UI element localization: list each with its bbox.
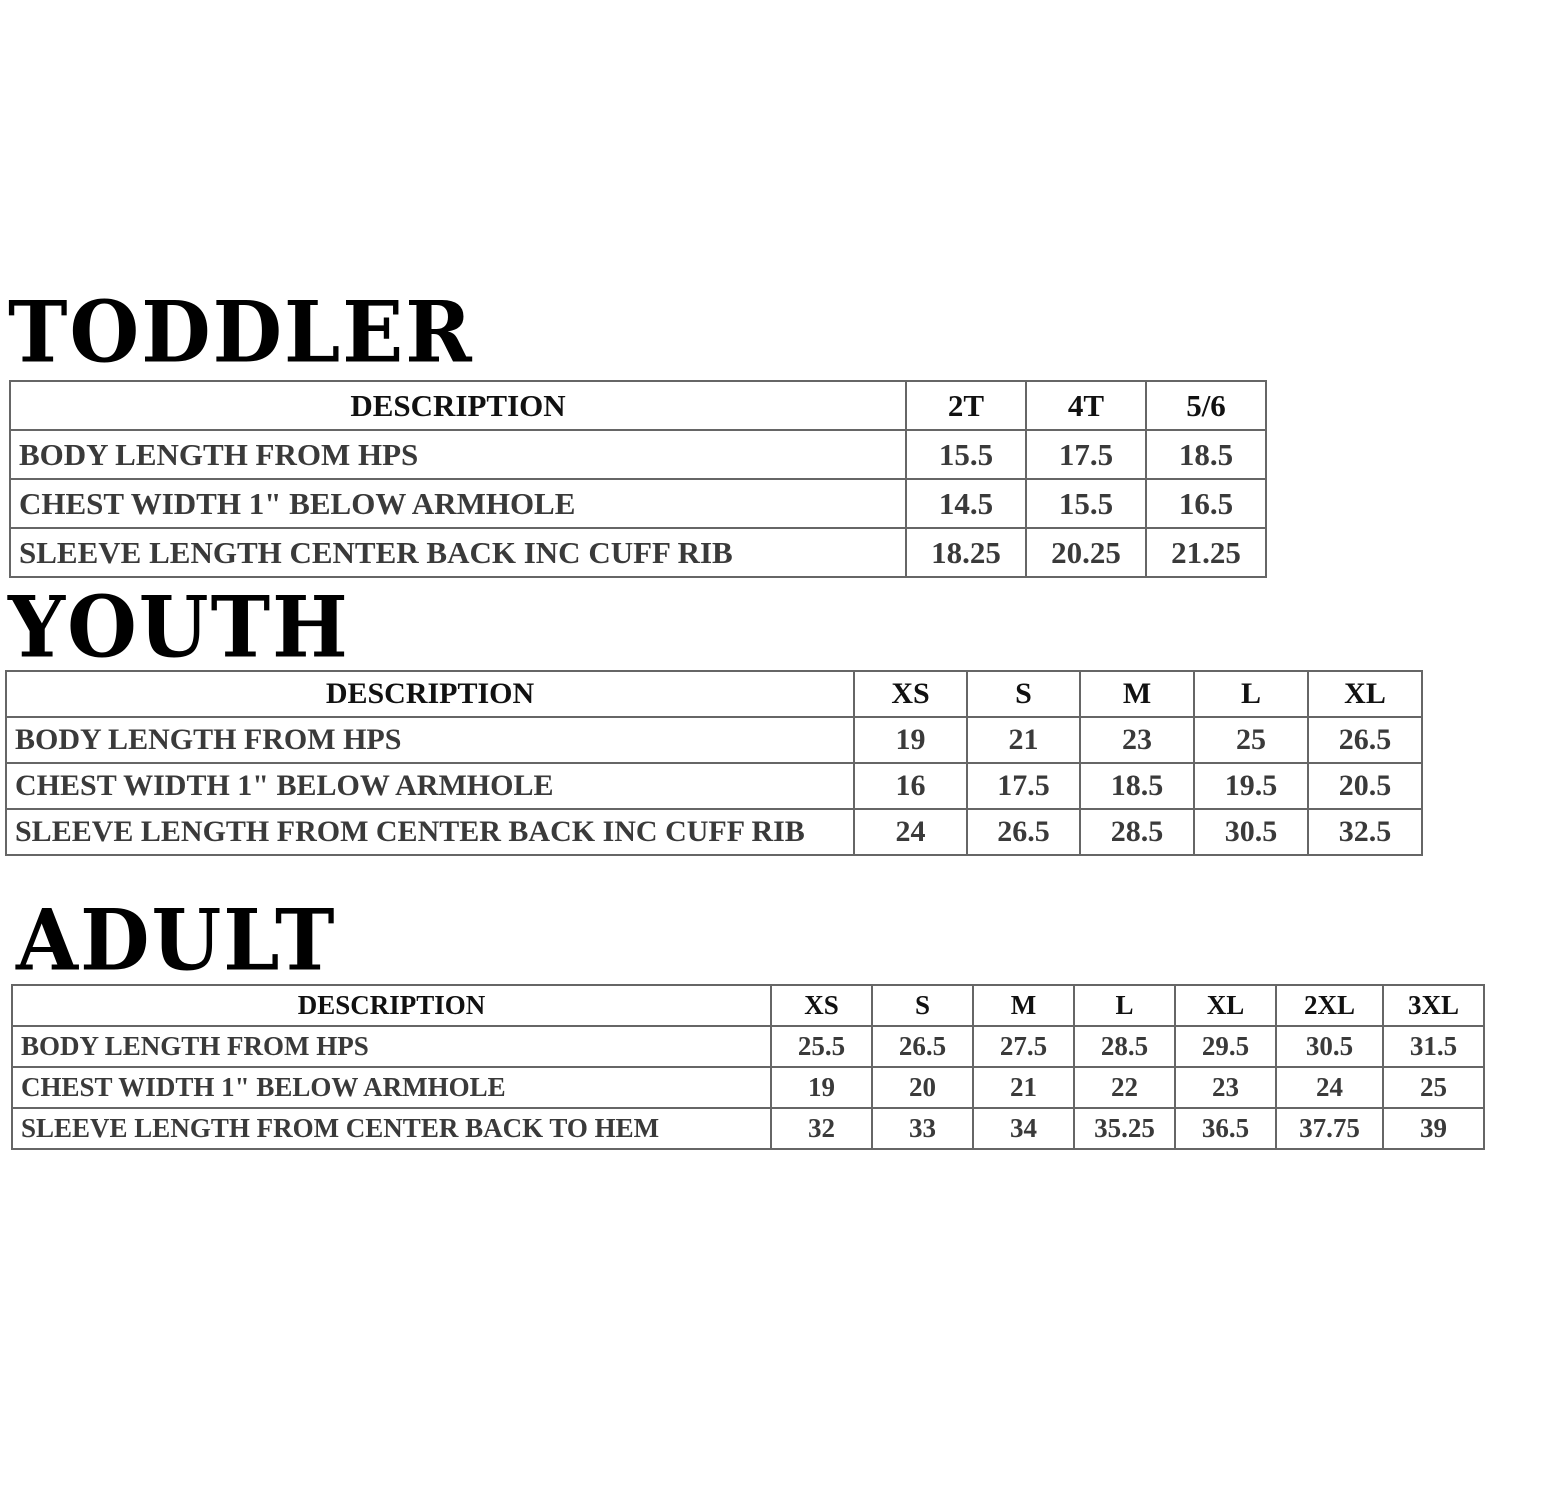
table-cell: 32.5 xyxy=(1308,809,1422,855)
table-cell: 20.25 xyxy=(1026,528,1146,577)
table-cell: 21 xyxy=(973,1067,1074,1108)
table-cell: 18.5 xyxy=(1080,763,1194,809)
header-description: DESCRIPTION xyxy=(6,671,854,717)
table-header-row xyxy=(12,985,1484,1026)
table-cell: 31.5 xyxy=(1383,1026,1484,1067)
header-description: DESCRIPTION xyxy=(10,381,906,430)
youth-size-table xyxy=(5,670,1423,856)
row-label: BODY LENGTH FROM HPS xyxy=(6,717,854,763)
row-label: CHEST WIDTH 1" BELOW ARMHOLE xyxy=(10,479,906,528)
header-size: XS xyxy=(854,671,967,717)
adult-title: ADULT xyxy=(16,890,337,990)
table-cell: 37.75 xyxy=(1276,1108,1383,1149)
header-size: M xyxy=(1080,671,1194,717)
header-size: S xyxy=(872,985,973,1026)
table-cell: 28.5 xyxy=(1074,1026,1175,1067)
table-cell: 23 xyxy=(1080,717,1194,763)
row-label: BODY LENGTH FROM HPS xyxy=(12,1026,771,1067)
table-cell: 23 xyxy=(1175,1067,1276,1108)
toddler-title: TODDLER xyxy=(8,282,474,382)
table-cell: 28.5 xyxy=(1080,809,1194,855)
table-row xyxy=(12,1108,1484,1149)
table-row xyxy=(10,430,1266,479)
table-cell: 19.5 xyxy=(1194,763,1308,809)
table-cell: 18.25 xyxy=(906,528,1026,577)
table-row xyxy=(6,763,1422,809)
table-cell: 14.5 xyxy=(906,479,1026,528)
table-cell: 21.25 xyxy=(1146,528,1266,577)
table-cell: 15.5 xyxy=(1026,479,1146,528)
table-cell: 24 xyxy=(1276,1067,1383,1108)
header-size: XS xyxy=(771,985,872,1026)
header-size: L xyxy=(1194,671,1308,717)
table-cell: 34 xyxy=(973,1108,1074,1149)
header-size: 2XL xyxy=(1276,985,1383,1026)
table-cell: 35.25 xyxy=(1074,1108,1175,1149)
table-cell: 17.5 xyxy=(1026,430,1146,479)
header-size: XL xyxy=(1175,985,1276,1026)
table-cell: 16 xyxy=(854,763,967,809)
header-size: 2T xyxy=(906,381,1026,430)
table-cell: 33 xyxy=(872,1108,973,1149)
header-size: XL xyxy=(1308,671,1422,717)
table-cell: 20 xyxy=(872,1067,973,1108)
table-cell: 22 xyxy=(1074,1067,1175,1108)
table-cell: 26.5 xyxy=(1308,717,1422,763)
table-cell: 16.5 xyxy=(1146,479,1266,528)
header-size: S xyxy=(967,671,1080,717)
table-row xyxy=(6,809,1422,855)
youth-title: YOUTH xyxy=(8,577,350,677)
row-label: CHEST WIDTH 1" BELOW ARMHOLE xyxy=(12,1067,771,1108)
table-cell: 17.5 xyxy=(967,763,1080,809)
table-cell: 29.5 xyxy=(1175,1026,1276,1067)
table-cell: 24 xyxy=(854,809,967,855)
adult-size-table xyxy=(11,984,1485,1150)
table-cell: 39 xyxy=(1383,1108,1484,1149)
header-size: L xyxy=(1074,985,1175,1026)
table-row xyxy=(10,528,1266,577)
table-header-row xyxy=(10,381,1266,430)
header-size: 5/6 xyxy=(1146,381,1266,430)
table-row xyxy=(12,1026,1484,1067)
table-cell: 21 xyxy=(967,717,1080,763)
table-cell: 20.5 xyxy=(1308,763,1422,809)
table-header-row xyxy=(6,671,1422,717)
table-cell: 19 xyxy=(771,1067,872,1108)
table-cell: 30.5 xyxy=(1276,1026,1383,1067)
table-cell: 25 xyxy=(1194,717,1308,763)
table-cell: 15.5 xyxy=(906,430,1026,479)
header-size: 3XL xyxy=(1383,985,1484,1026)
table-cell: 26.5 xyxy=(967,809,1080,855)
table-cell: 25 xyxy=(1383,1067,1484,1108)
header-description: DESCRIPTION xyxy=(12,985,771,1026)
row-label: CHEST WIDTH 1" BELOW ARMHOLE xyxy=(6,763,854,809)
table-cell: 32 xyxy=(771,1108,872,1149)
table-cell: 30.5 xyxy=(1194,809,1308,855)
header-size: M xyxy=(973,985,1074,1026)
table-cell: 19 xyxy=(854,717,967,763)
toddler-size-table xyxy=(9,380,1267,578)
row-label: SLEEVE LENGTH FROM CENTER BACK TO HEM xyxy=(12,1108,771,1149)
row-label: SLEEVE LENGTH CENTER BACK INC CUFF RIB xyxy=(10,528,906,577)
table-row xyxy=(12,1067,1484,1108)
table-cell: 25.5 xyxy=(771,1026,872,1067)
table-cell: 36.5 xyxy=(1175,1108,1276,1149)
table-cell: 18.5 xyxy=(1146,430,1266,479)
row-label: BODY LENGTH FROM HPS xyxy=(10,430,906,479)
table-row xyxy=(6,717,1422,763)
table-cell: 27.5 xyxy=(973,1026,1074,1067)
header-size: 4T xyxy=(1026,381,1146,430)
row-label: SLEEVE LENGTH FROM CENTER BACK INC CUFF RIB xyxy=(6,809,854,855)
table-row xyxy=(10,479,1266,528)
table-cell: 26.5 xyxy=(872,1026,973,1067)
